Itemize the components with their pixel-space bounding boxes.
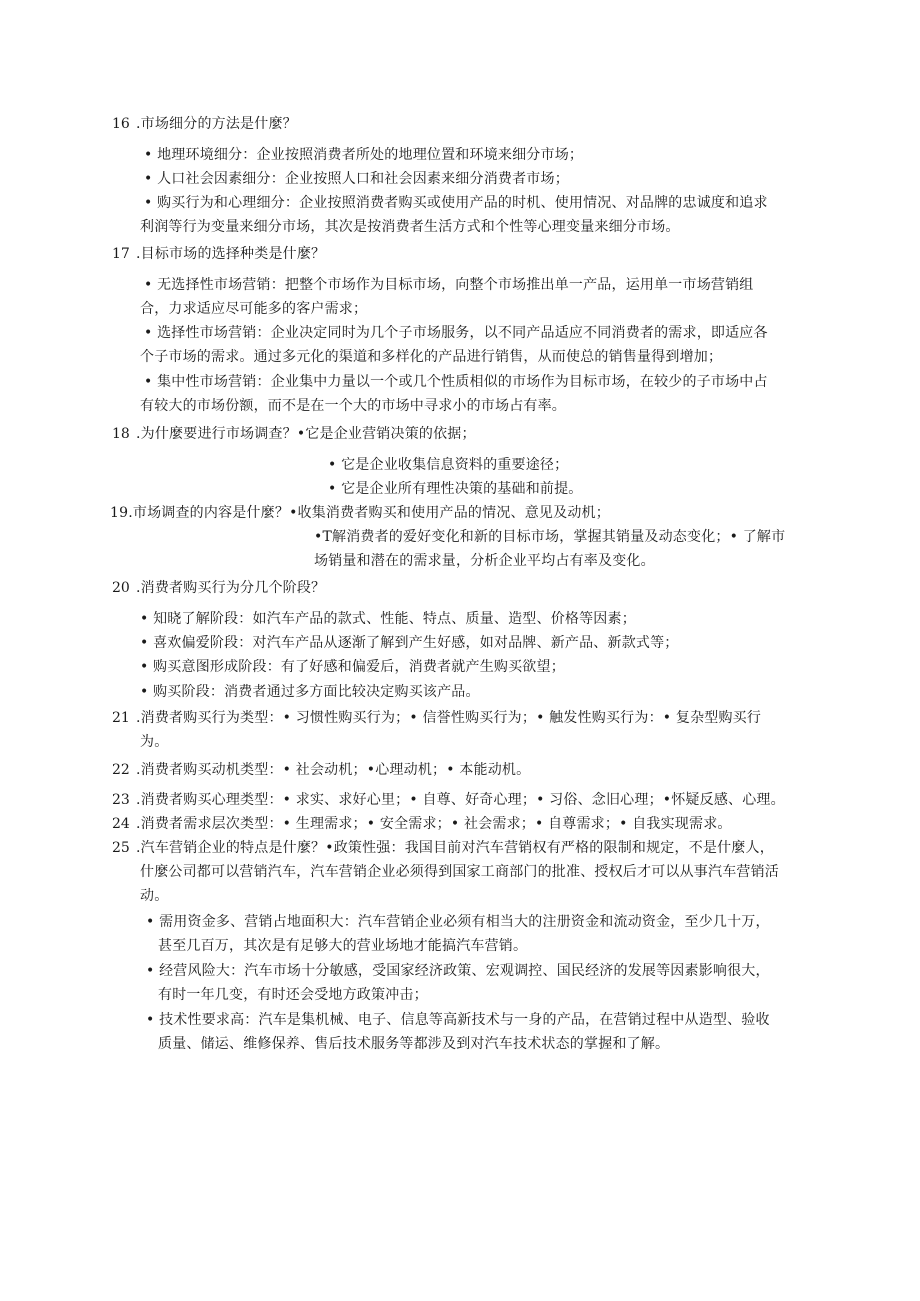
- q18-item: • 它是企业所有理性决策的基础和前提。: [328, 481, 583, 497]
- q25-item: • 需用资金多、营销占地面积大：汽车营销企业必须有相当大的注册资金和流动资金，至少几十万，: [146, 914, 770, 930]
- q25-cont: 什麼公司都可以营销汽车，汽车营销企业必须得到国家工商部门的批准、授权后才可以从事汽车营销活: [140, 864, 779, 880]
- q20-item: • 购买阶段：消费者通过多方面比较决定购买该产品。: [140, 684, 480, 700]
- q20-number: 20: [112, 580, 130, 596]
- q24-number: 24: [112, 816, 130, 832]
- q25-item-cont: 有时一年几变，有时还会受地方政策冲击；: [158, 987, 428, 1003]
- q22-number: 22: [112, 762, 130, 778]
- q17-title: .目标市场的选择种类是什麼？: [136, 246, 326, 262]
- q16-item: • 购买行为和心理细分：企业按照消费者购买或使用产品的时机、使用情况、对品牌的忠诚度和追求: [144, 195, 768, 211]
- q17-item: • 集中性市场营销：企业集中力量以一个或几个性质相似的市场作为目标市场，在较少的子市场中占: [144, 374, 768, 390]
- q18-title: .为什麼要进行市场调查？•它是企业营销决策的依据；: [136, 426, 476, 442]
- q20-item: • 购买意图形成阶段：有了好感和偏爱后，消费者就产生购买欲望；: [140, 659, 565, 675]
- q23-number: 23: [112, 792, 130, 808]
- q24-title: .消费者需求层次类型：• 生理需求；• 安全需求；• 社会需求；• 自尊需求；• 自我实现需求。: [136, 816, 732, 832]
- q22-title: .消费者购买动机类型：• 社会动机；•心理动机；• 本能动机。: [136, 762, 531, 778]
- q20-item: • 喜欢偏爱阶段：对汽车产品从逐渐了解到产生好感，如对品牌、新产品、新款式等；: [140, 635, 679, 651]
- q21-number: 21: [112, 710, 130, 726]
- q25-title: .汽车营销企业的特点是什麼？•政策性强：我国目前对汽车营销权有严格的限制和规定，不是什麼人，: [136, 840, 774, 856]
- q19-item-cont: 场销量和潜在的需求量，分析企业平均占有率及变化。: [314, 553, 655, 569]
- q25-cont: 动。: [140, 888, 169, 904]
- q16-item: • 人口社会因素细分：企业按照人口和社会因素来细分消费者市场；: [144, 171, 569, 187]
- q25-item-cont: 质量、储运、维修保养、售后技术服务等都涉及到对汽车技术状态的掌握和了解。: [158, 1036, 670, 1052]
- q19-title: 19.市场调查的内容是什麼？•收集消费者购买和使用产品的情况、意见及动机；: [110, 505, 610, 521]
- q17-item-cont: 有较大的市场份额，而不是在一个大的市场中寻求小的市场占有率。: [140, 398, 566, 414]
- q21-cont: 为。: [140, 734, 169, 750]
- q16-title: .市场细分的方法是什麼？: [136, 116, 297, 132]
- q18-item: • 它是企业收集信息资料的重要途径；: [328, 457, 569, 473]
- q25-number: 25: [112, 840, 130, 856]
- q21-title: .消费者购买行为类型：• 习惯性购买行为；• 信誉性购买行为；• 触发性购买行为：• 复杂型购买行: [136, 710, 762, 726]
- q20-title: .消费者购买行为分几个阶段？: [136, 580, 326, 596]
- q17-item-cont: 合，力求适应尽可能多的客户需求；: [140, 301, 368, 317]
- q17-item-cont: 个子市场的需求。通过多元化的渠道和多样化的产品进行销售，从而使总的销售量得到增加；: [140, 349, 723, 365]
- q16-item-cont: 利润等行为变量来细分市场，其次是按消费者生活方式和个性等心理变量来细分市场。: [140, 219, 680, 235]
- q18-number: 18: [112, 426, 130, 442]
- q16-number: 16: [112, 116, 130, 132]
- q25-item-cont: 甚至几百万，其次是有足够大的营业场地才能搞汽车营销。: [158, 938, 528, 954]
- q17-number: 17: [112, 246, 130, 262]
- q25-item: • 技术性要求高：汽车是集机械、电子、信息等高新技术与一身的产品，在营销过程中从造型、验收: [146, 1012, 770, 1028]
- q17-item: • 无选择性市场营销：把整个市场作为目标市场，向整个市场推出单一产品，运用单一市场营销组: [144, 277, 754, 293]
- q25-item: • 经营风险大：汽车市场十分敏感，受国家经济政策、宏观调控、国民经济的发展等因素影响很大，: [146, 963, 770, 979]
- q17-item: • 选择性市场营销：企业决定同时为几个子市场服务，以不同产品适应不同消费者的需求，即适应各: [144, 325, 768, 341]
- q23-title: .消费者购买心理类型：• 求实、求好心里；• 自尊、好奇心理；• 习俗、念旧心理；•怀疑反感、心理。: [136, 792, 785, 808]
- q19-item: •T解消费者的爱好变化和新的目标市场，掌握其销量及动态变化；• 了解市: [314, 529, 786, 545]
- q20-item: • 知晓了解阶段：如汽车产品的款式、性能、特点、质量、造型、价格等因素；: [140, 611, 636, 627]
- q16-item: • 地理环境细分：企业按照消费者所处的地理位置和环境来细分市场；: [144, 147, 584, 163]
